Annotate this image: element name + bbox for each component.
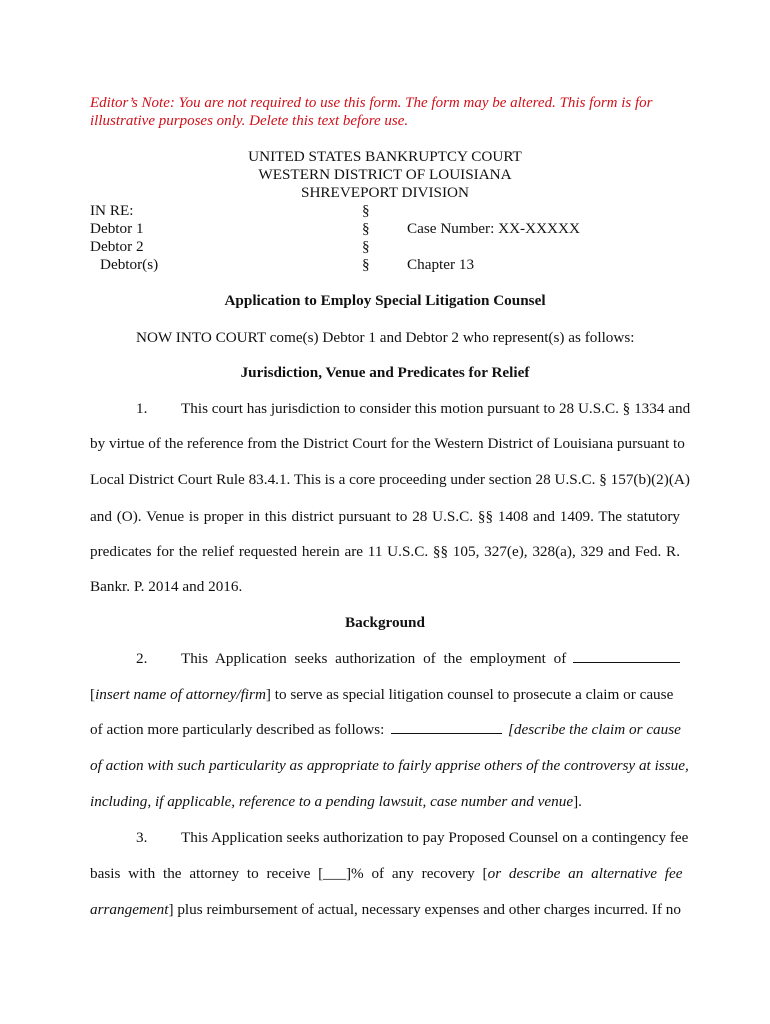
caption-in-re: IN RE: <box>90 202 134 219</box>
claim-placeholder: including, if applicable, reference to a pending lawsuit, case number and venue <box>90 793 574 810</box>
para-3-text: basis with the attorney to receive [___]% of any recovery [ <box>90 865 488 882</box>
para-2-text: ]. <box>573 793 582 810</box>
section-mark: § <box>362 256 370 273</box>
section-mark: § <box>362 220 370 237</box>
para-2-line-1 <box>181 650 680 668</box>
fee-placeholder: or describe an alternative fee <box>487 865 683 882</box>
section-mark: § <box>362 202 370 219</box>
para-2-text: This Application seeks authorization of the employment of <box>181 650 567 667</box>
para-2-text: ] to serve as special litigation counsel to prosecute a claim or cause <box>265 686 674 703</box>
para-1-number: 1. <box>136 400 148 417</box>
chapter: Chapter 13 <box>407 256 475 273</box>
para-2-number: 2. <box>136 650 148 667</box>
attorney-name-blank[interactable] <box>573 650 680 663</box>
para-2-line-5 <box>90 793 582 811</box>
heading-jurisdiction: Jurisdiction, Venue and Predicates for Relief <box>240 364 530 381</box>
court-division: SHREVEPORT DIVISION <box>301 184 469 201</box>
caption-debtor-1: Debtor 1 <box>90 220 144 237</box>
section-mark: § <box>362 238 370 255</box>
para-1-line: This court has jurisdiction to consider this motion pursuant to 28 U.S.C. § 1334 and <box>181 400 691 417</box>
bracket: [ <box>90 686 96 703</box>
para-2-line-4: of action with such particularity as appropriate to fairly apprise others of the controversy at issue, <box>90 757 689 774</box>
attorney-placeholder: insert name of attorney/firm <box>95 686 266 703</box>
fee-placeholder: arrangement <box>90 901 169 918</box>
para-1-line: by virtue of the reference from the District Court for the Western District of Louisiana pursuant to <box>90 435 685 452</box>
para-2-text: of action more particularly described as follows: <box>90 721 385 738</box>
case-number: Case Number: XX-XXXXX <box>407 220 580 237</box>
para-3-line-3 <box>90 901 680 919</box>
para-3-line: This Application seeks authorization to pay Proposed Counsel on a contingency fee <box>181 829 689 846</box>
para-2-line-2 <box>90 686 673 704</box>
editor-note-line-1: Editor’s Note: You are not required to use this form. The form may be altered. This form is for <box>90 95 653 111</box>
para-2-line-3 <box>90 721 681 739</box>
para-1-line: predicates for the relief requested herein are 11 U.S.C. §§ 105, 327(e), 328(a), 329 and Fed. R. <box>90 543 680 560</box>
para-1-line: and (O). Venue is proper in this district pursuant to 28 U.S.C. §§ 1408 and 1409. The statutory <box>90 508 680 525</box>
para-3-line-2 <box>90 865 683 883</box>
para-3-number: 3. <box>136 829 148 846</box>
intro-paragraph: NOW INTO COURT come(s) Debtor 1 and Debtor 2 who represent(s) as follows: <box>136 329 635 346</box>
court-name: UNITED STATES BANKRUPTCY COURT <box>248 148 522 165</box>
document-title: Application to Employ Special Litigation Counsel <box>224 292 546 309</box>
caption-debtor-2: Debtor 2 <box>90 238 144 255</box>
caption-debtors: Debtor(s) <box>100 256 159 273</box>
para-1-line: Local District Court Rule 83.4.1. This is a core proceeding under section 28 U.S.C. § 157(b)(2)(A) <box>90 471 690 488</box>
editor-note-line-2: illustrative purposes only. Delete this text before use. <box>90 113 409 129</box>
claim-placeholder: [describe the claim or cause <box>507 721 681 738</box>
heading-background: Background <box>345 614 425 631</box>
para-1-line: Bankr. P. 2014 and 2016. <box>90 578 243 595</box>
para-3-text: ] plus reimbursement of actual, necessary expenses and other charges incurred. If no <box>168 901 681 918</box>
court-district: WESTERN DISTRICT OF LOUISIANA <box>258 166 512 183</box>
editor-note <box>90 94 690 130</box>
claim-description-blank[interactable] <box>391 721 502 734</box>
